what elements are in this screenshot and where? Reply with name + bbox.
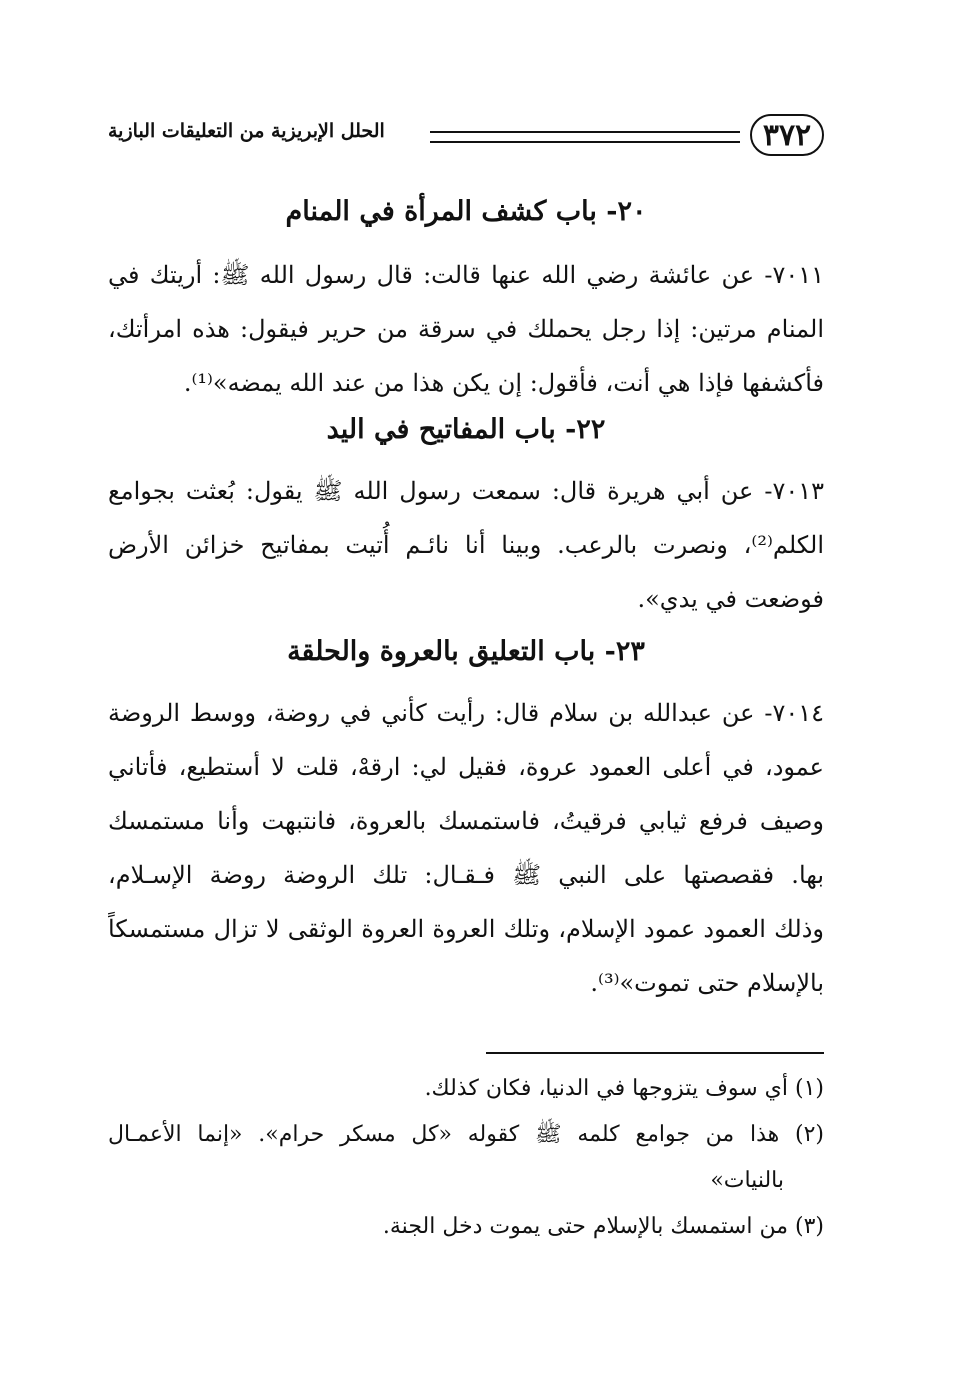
footnote-2: (٢) هذا من جوامع كلمه ﷺ كقوله «كل مسكر حرام». «إنما الأعمـال — [108, 1122, 824, 1147]
footnote-3: (٣) من استمسك بالإسلام حتى يموت دخل الجنة. — [382, 1214, 824, 1239]
text-line: ٧٠١١- عن عائشة رضي الله عنها قالت: قال رسول الله ﷺ: أريتك في — [108, 261, 824, 289]
text-line: وصيف فرفع ثيابي فرقيتُ، فاستمسك بالعروة، فانتبهت وأنا مستمسك — [108, 807, 824, 835]
section-heading: ٢٣- باب التعليق بالعروة والحلقة — [287, 636, 645, 667]
running-title: الحلل الإبريزية من التعليقات البازية — [108, 120, 385, 142]
text-line: عمود، في أعلى العمود عروة، فقيل لي: ارقهْ، قلت لا أستطيع، فأتاني — [108, 753, 824, 781]
page-header — [108, 114, 824, 160]
text-line: فوضعت في يدي». — [637, 585, 824, 613]
text-line: ٧٠١٤- عن عبدالله بن سلام قال: رأيت كأني في روضة، ووسط الروضة — [108, 699, 824, 727]
header-rule — [430, 131, 740, 143]
section-heading: ٢٢- باب المفاتيح في اليد — [326, 414, 606, 445]
text-line: بها. فقصصتها على النبي ﷺ فـقـال: تلك الروضة روضة الإسـلام، — [108, 861, 824, 889]
page-number: ٣٧٢ — [750, 114, 824, 156]
text-line: الكلم⁽²⁾، ونصرت بالرعب. وبينا أنا نائـم أُتيت بمفاتيح خزائن الأرض — [108, 531, 824, 559]
hadith-paragraph — [108, 686, 824, 1010]
page — [108, 108, 824, 1288]
footnote-2-continuation: بالنيات» — [710, 1168, 784, 1193]
hadith-paragraph — [108, 248, 824, 410]
hadith-paragraph — [108, 464, 824, 626]
footnote-1: (١) أي سوف يتزوجها في الدنيا، فكان كذلك. — [424, 1076, 824, 1101]
text-line: المنام مرتين: إذا رجل يحملك في سرقة من حرير فيقول: هذه امرأتك، — [108, 315, 824, 343]
text-line: بالإسلام حتى تموت»⁽³⁾. — [590, 969, 824, 997]
text-line: ٧٠١٣- عن أبي هريرة قال: سمعت رسول الله ﷺ يقول: بُعثت بجوامع — [108, 477, 824, 505]
footnotes — [108, 1066, 824, 1250]
text-line: فأكشفها فإذا هي أنت، فأقول: إن يكن هذا من عند الله يمضه»⁽¹⁾. — [183, 369, 824, 397]
footnote-separator — [486, 1052, 824, 1054]
section-heading: ٢٠- باب كشف المرأة في المنام — [285, 196, 647, 227]
text-line: وذلك العمود عمود الإسلام، وتلك العروة العروة الوثقى لا تزال مستمسكاً — [108, 915, 824, 943]
